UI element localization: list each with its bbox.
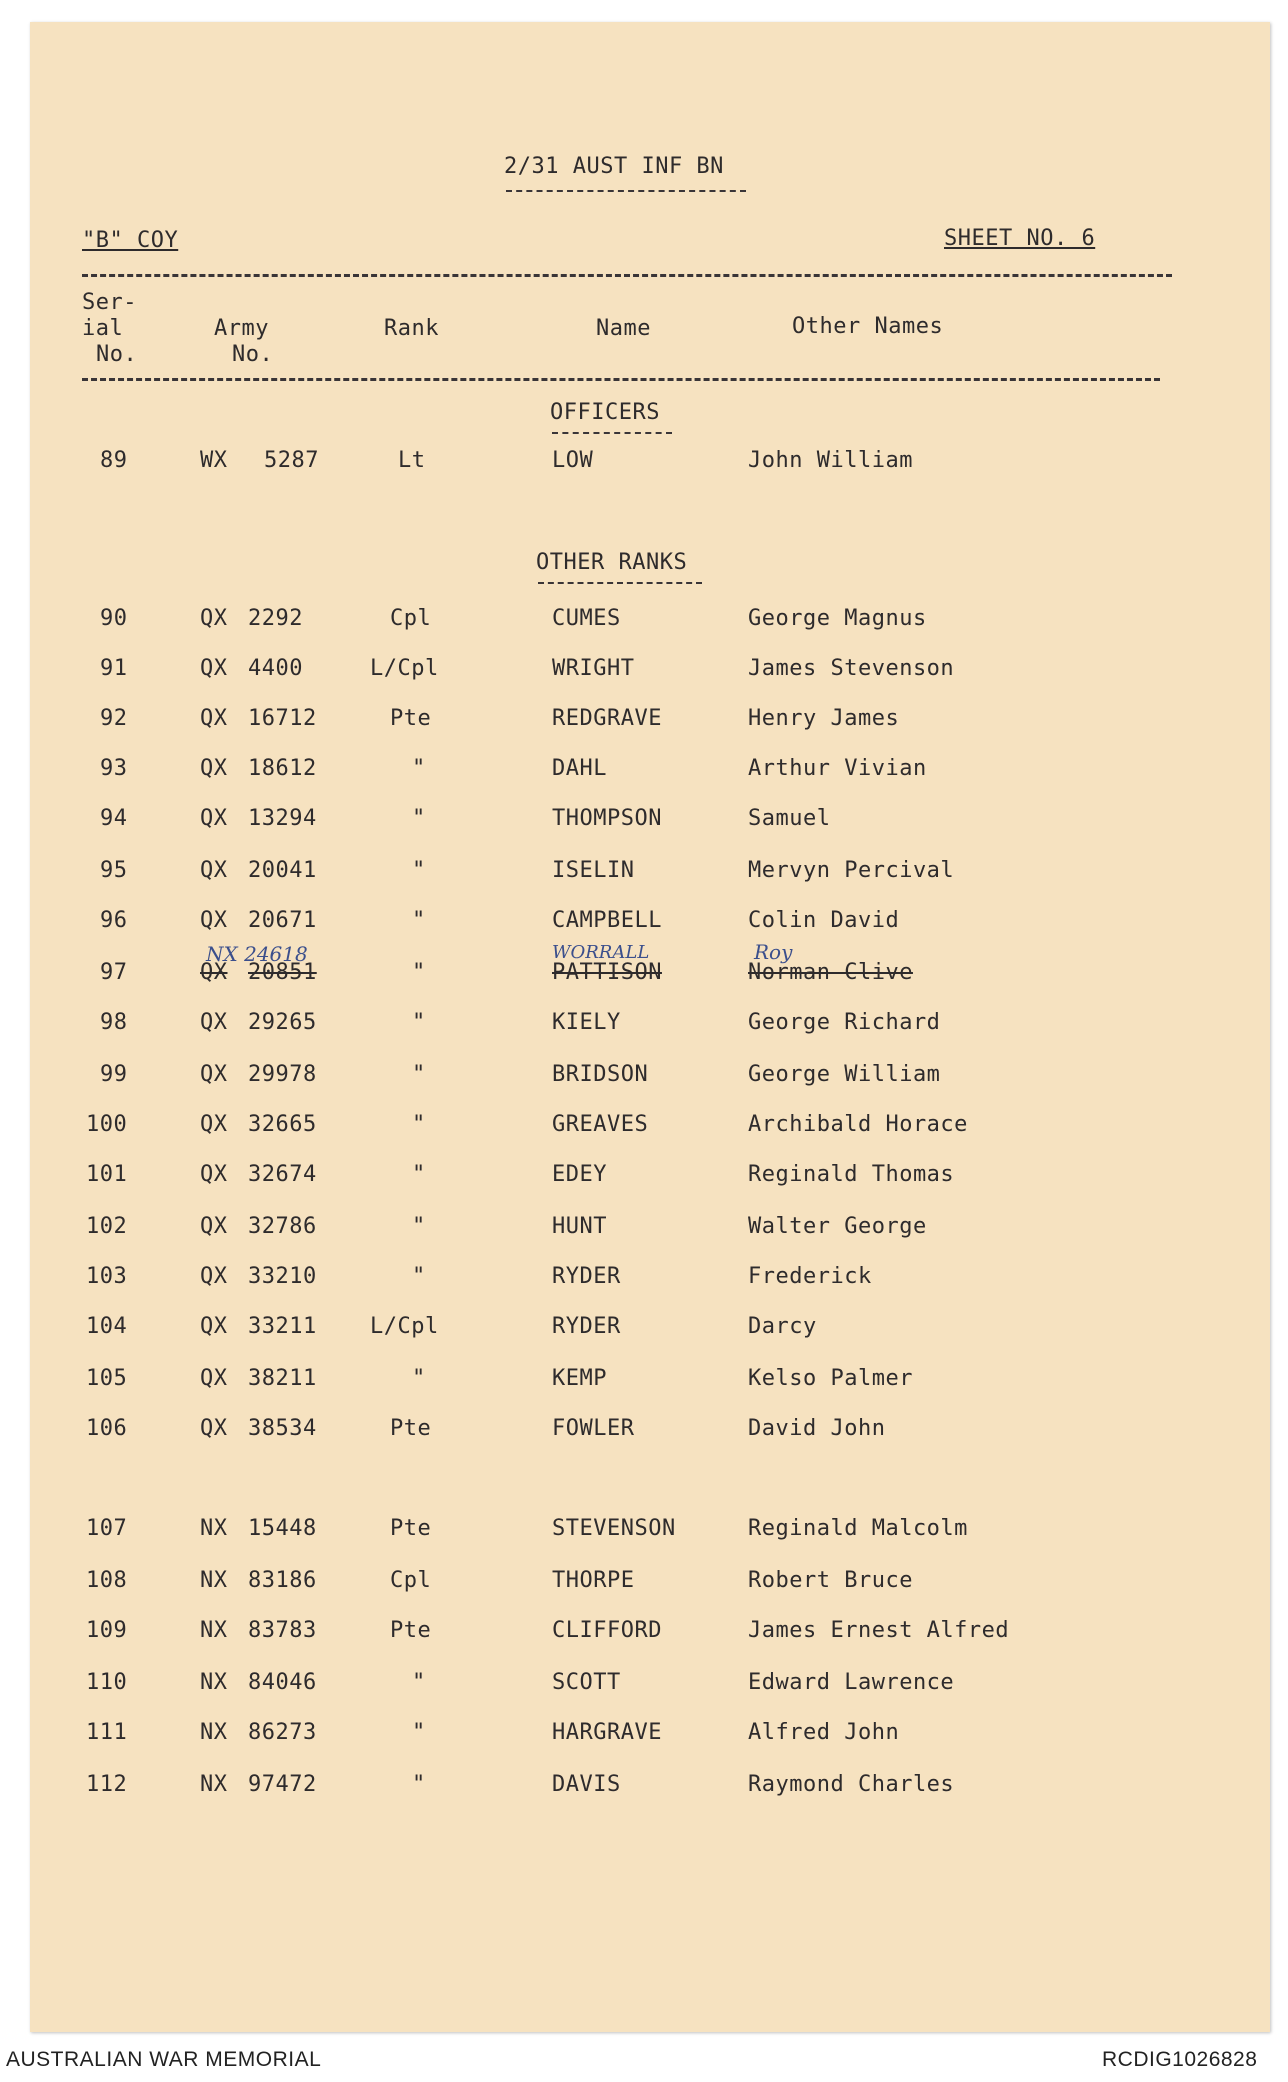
serial-number: 104 [86, 1314, 128, 1339]
surname: WRIGHT [552, 656, 635, 681]
army-number: 33211 [248, 1314, 317, 1339]
surname: PATTISON [552, 960, 662, 985]
table-row [0, 1314, 1288, 1344]
serial-number: 109 [86, 1618, 128, 1643]
surname: CUMES [552, 606, 621, 631]
other-names: Archibald Horace [748, 1112, 968, 1137]
serial-number: 107 [86, 1516, 128, 1541]
other-names: Norman Clive [748, 960, 913, 985]
table-row [0, 656, 1288, 686]
serial-number: 95 [100, 858, 128, 883]
serial-number: 105 [86, 1366, 128, 1391]
army-prefix: NX [200, 1720, 228, 1745]
rank: " [412, 1112, 426, 1137]
army-prefix: QX [200, 656, 228, 681]
other-names: Henry James [748, 706, 900, 731]
army-number: 84046 [248, 1670, 317, 1695]
serial-number: 100 [86, 1112, 128, 1137]
surname: BRIDSON [552, 1062, 649, 1087]
army-prefix: QX [200, 960, 228, 985]
table-row [0, 1568, 1288, 1598]
header-bottom-rule [82, 378, 1160, 381]
serial-number: 108 [86, 1568, 128, 1593]
army-prefix: NX [200, 1618, 228, 1643]
surname: EDEY [552, 1162, 607, 1187]
army-number: 15448 [248, 1516, 317, 1541]
rank: " [412, 1366, 426, 1391]
surname: SCOTT [552, 1670, 621, 1695]
serial-number: 101 [86, 1162, 128, 1187]
other-names: Walter George [748, 1214, 927, 1239]
rank: " [412, 858, 426, 883]
surname: DAVIS [552, 1772, 621, 1797]
section-officers: OFFICERS [550, 400, 660, 425]
table-row [0, 448, 1288, 478]
rank: Lt [398, 448, 426, 473]
other-names: George Magnus [748, 606, 927, 631]
army-number: 20671 [248, 908, 317, 933]
army-prefix: QX [200, 806, 228, 831]
army-number: 4400 [248, 656, 303, 681]
table-row [0, 1618, 1288, 1648]
battalion-title: 2/31 AUST INF BN [504, 154, 724, 179]
rank: L/Cpl [370, 656, 439, 681]
table-row [0, 806, 1288, 836]
header-top-rule [82, 274, 1172, 277]
surname: CAMPBELL [552, 908, 662, 933]
army-number: 29265 [248, 1010, 317, 1035]
army-number: 33210 [248, 1264, 317, 1289]
table-row [0, 1162, 1288, 1192]
surname: HARGRAVE [552, 1720, 662, 1745]
army-number: 38534 [248, 1416, 317, 1441]
surname: HUNT [552, 1214, 607, 1239]
army-number: 13294 [248, 806, 317, 831]
serial-number: 89 [100, 448, 128, 473]
army-prefix: NX [200, 1568, 228, 1593]
other-names: Robert Bruce [748, 1568, 913, 1593]
army-number: 86273 [248, 1720, 317, 1745]
surname: THOMPSON [552, 806, 662, 831]
surname: STEVENSON [552, 1516, 676, 1541]
footer-catalog-id: RCDIG1026828 [1102, 2048, 1258, 2071]
surname: ISELIN [552, 858, 635, 883]
surname: FOWLER [552, 1416, 635, 1441]
army-prefix: QX [200, 606, 228, 631]
header-serial-1: Ser- [82, 290, 137, 315]
army-number: 5287 [264, 448, 319, 473]
header-serial-2: ial [82, 316, 124, 341]
header-rank: Rank [384, 316, 439, 341]
other-names: Reginald Malcolm [748, 1516, 968, 1541]
army-prefix: QX [200, 1416, 228, 1441]
header-army-1: Army [214, 316, 269, 341]
serial-number: 91 [100, 656, 128, 681]
rank: " [412, 1670, 426, 1695]
serial-number: 106 [86, 1416, 128, 1441]
army-number: 83783 [248, 1618, 317, 1643]
army-prefix: NX [200, 1772, 228, 1797]
army-prefix: QX [200, 1314, 228, 1339]
serial-number: 90 [100, 606, 128, 631]
army-prefix: QX [200, 1214, 228, 1239]
army-number: 97472 [248, 1772, 317, 1797]
header-name: Name [596, 316, 651, 341]
table-row [0, 1416, 1288, 1446]
footer-archive-credit: AUSTRALIAN WAR MEMORIAL [6, 2048, 322, 2071]
other-names: Raymond Charles [748, 1772, 955, 1797]
other-ranks-underline [538, 582, 702, 584]
army-prefix: QX [200, 908, 228, 933]
other-names: George Richard [748, 1010, 941, 1035]
table-row [0, 858, 1288, 888]
table-row [0, 1264, 1288, 1294]
serial-number: 102 [86, 1214, 128, 1239]
table-row [0, 1214, 1288, 1244]
rank: Cpl [390, 1568, 432, 1593]
other-names: Alfred John [748, 1720, 900, 1745]
army-prefix: QX [200, 858, 228, 883]
army-prefix: QX [200, 1162, 228, 1187]
rank: " [412, 756, 426, 781]
rank: Cpl [390, 606, 432, 631]
header-serial-3: No. [96, 342, 138, 367]
other-names: James Stevenson [748, 656, 955, 681]
serial-number: 92 [100, 706, 128, 731]
army-number: 38211 [248, 1366, 317, 1391]
table-row [0, 1516, 1288, 1546]
other-names: Frederick [748, 1264, 872, 1289]
section-other-ranks: OTHER RANKS [536, 550, 688, 575]
army-prefix: NX [200, 1670, 228, 1695]
header-army-2: No. [232, 342, 274, 367]
handwritten-surname: WORRALL [552, 942, 650, 963]
other-names: Edward Lawrence [748, 1670, 955, 1695]
army-prefix: QX [200, 1062, 228, 1087]
army-number: 32786 [248, 1214, 317, 1239]
army-prefix: NX [200, 1516, 228, 1541]
serial-number: 96 [100, 908, 128, 933]
table-row [0, 1366, 1288, 1396]
army-prefix: WX [200, 448, 228, 473]
handwritten-army-number: NX 24618 [206, 942, 308, 966]
sheet-number: SHEET NO. 6 [944, 226, 1096, 251]
army-number: 29978 [248, 1062, 317, 1087]
army-prefix: QX [200, 706, 228, 731]
surname: KEMP [552, 1366, 607, 1391]
table-row [0, 1772, 1288, 1802]
rank: Pte [390, 1416, 432, 1441]
serial-number: 94 [100, 806, 128, 831]
rank: " [412, 1062, 426, 1087]
header-other-names: Other Names [792, 314, 944, 339]
other-names: Colin David [748, 908, 900, 933]
serial-number: 97 [100, 960, 128, 985]
serial-number: 110 [86, 1670, 128, 1695]
surname: RYDER [552, 1314, 621, 1339]
surname: CLIFFORD [552, 1618, 662, 1643]
rank: " [412, 1264, 426, 1289]
rank: Pte [390, 1516, 432, 1541]
rank: " [412, 1772, 426, 1797]
officers-underline [552, 432, 672, 434]
rank: " [412, 1720, 426, 1745]
army-prefix: QX [200, 1366, 228, 1391]
table-row [0, 960, 1288, 990]
rank: " [412, 1214, 426, 1239]
army-number: 20851 [248, 960, 317, 985]
surname: KIELY [552, 1010, 621, 1035]
title-underline [506, 190, 746, 192]
army-number: 32674 [248, 1162, 317, 1187]
surname: REDGRAVE [552, 706, 662, 731]
army-prefix: QX [200, 1010, 228, 1035]
serial-number: 103 [86, 1264, 128, 1289]
table-row [0, 706, 1288, 736]
serial-number: 112 [86, 1772, 128, 1797]
table-row [0, 908, 1288, 938]
surname: RYDER [552, 1264, 621, 1289]
rank: " [412, 806, 426, 831]
other-names: David John [748, 1416, 886, 1441]
serial-number: 98 [100, 1010, 128, 1035]
other-names: George William [748, 1062, 941, 1087]
other-names: Reginald Thomas [748, 1162, 955, 1187]
other-names: Mervyn Percival [748, 858, 955, 883]
surname: DAHL [552, 756, 607, 781]
other-names: Kelso Palmer [748, 1366, 913, 1391]
table-row [0, 1670, 1288, 1700]
army-number: 18612 [248, 756, 317, 781]
surname: THORPE [552, 1568, 635, 1593]
handwritten-other-name: Roy [754, 940, 793, 964]
surname: LOW [552, 448, 594, 473]
table-row [0, 1720, 1288, 1750]
serial-number: 93 [100, 756, 128, 781]
rank: L/Cpl [370, 1314, 439, 1339]
rank: " [412, 1162, 426, 1187]
serial-number: 99 [100, 1062, 128, 1087]
rank: Pte [390, 706, 432, 731]
other-names: Darcy [748, 1314, 817, 1339]
table-row [0, 606, 1288, 636]
army-number: 32665 [248, 1112, 317, 1137]
army-number: 2292 [248, 606, 303, 631]
army-number: 16712 [248, 706, 317, 731]
rank: " [412, 1010, 426, 1035]
table-row [0, 756, 1288, 786]
company-label: "B" COY [82, 228, 179, 253]
rank: " [412, 960, 426, 985]
table-row [0, 1010, 1288, 1040]
other-names: James Ernest Alfred [748, 1618, 1010, 1643]
other-names: Arthur Vivian [748, 756, 927, 781]
army-prefix: QX [200, 1112, 228, 1137]
other-names: John William [748, 448, 913, 473]
rank: Pte [390, 1618, 432, 1643]
serial-number: 111 [86, 1720, 128, 1745]
army-prefix: QX [200, 756, 228, 781]
table-row [0, 1112, 1288, 1142]
army-prefix: QX [200, 1264, 228, 1289]
table-row [0, 1062, 1288, 1092]
rank: " [412, 908, 426, 933]
army-number: 83186 [248, 1568, 317, 1593]
surname: GREAVES [552, 1112, 649, 1137]
army-number: 20041 [248, 858, 317, 883]
other-names: Samuel [748, 806, 831, 831]
